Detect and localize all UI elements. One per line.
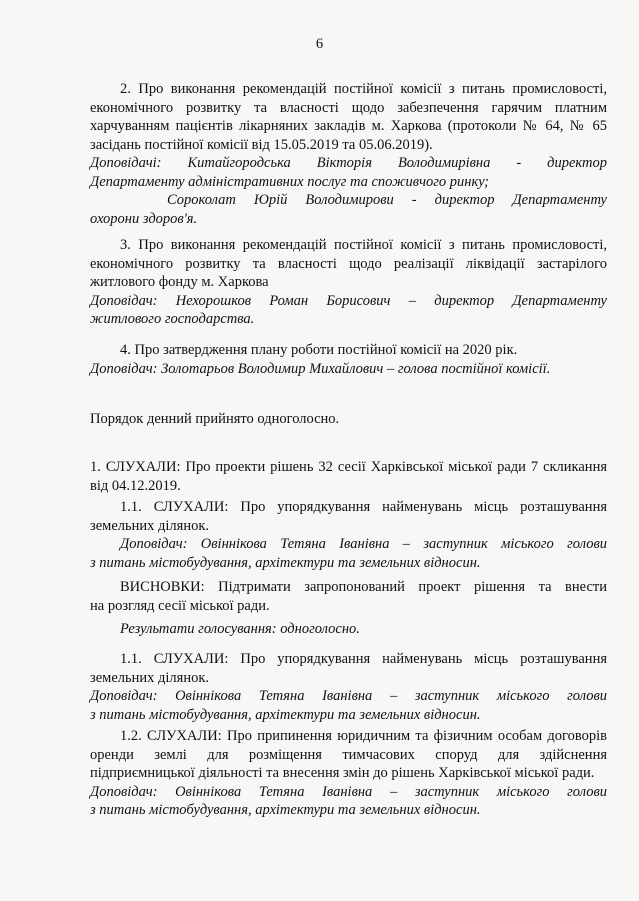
heard-1-1-a-line-2: земельних ділянок. [90,517,210,534]
agenda-item-2-line-3: харчуванням пацієнтів лікарняних закладів м. Харкова (протоколи № 64, № 65 [90,118,607,134]
conclusion-section [90,578,607,615]
heard-1-2-line-2: оренди землі для розміщення тимчасових споруд для здійснення [90,746,607,763]
heard-section-1 [90,458,607,495]
agenda-item-3-speaker: Доповідач: Нехорошков Роман Борисович – директор Департаменту [90,292,607,309]
conclusion-line-1: ВИСНОВКИ: Підтримати запропонований проект рішення та внести [120,579,607,595]
agenda-item-3-line-2: економічного розвитку та власності щодо реалізації ліквідації застарілого [90,255,607,272]
heard-1-1-b-speaker: Доповідач: Овіннікова Тетяна Іванівна – заступник міського голови [90,688,607,704]
conclusion-line-2: на розгляд сесії міської ради. [90,597,270,614]
heard-1-1-a-line-1: 1.1. СЛУХАЛИ: Про упорядкування найменувань місць розташування [120,499,607,515]
agenda-approved-note [90,410,607,429]
page-number: 6 [315,36,324,52]
vote-result-text: Результати голосування: одноголосно. [120,621,360,637]
agenda-item-2-speaker-1: Доповідачі: Китайгородська Вікторія Володимирівна - директор [90,155,607,171]
vote-result [90,620,607,639]
heard-1-2-line-1: 1.2. СЛУХАЛИ: Про припинення юридичним та фізичним особам договорів [120,728,607,744]
heard-1-1-b-line-1: 1.1. СЛУХАЛИ: Про упорядкування найменувань місць розташування [120,651,607,667]
agenda-item-3-line-1: 3. Про виконання рекомендацій постійної комісії з питань промисловості, [120,237,607,253]
agenda-item-4-speaker: Доповідач: Золотарьов Володимир Михайлович – голова постійної комісії. [90,360,551,377]
heard-1-1-a-speaker: Доповідач: Овіннікова Тетяна Іванівна – заступник міського голови [120,536,607,552]
heard-1-2-speaker: Доповідач: Овіннікова Тетяна Іванівна – заступник міського голови [90,783,607,800]
agenda-item-4-line-1: 4. Про затвердження плану роботи постійної комісії на 2020 рік. [120,342,518,358]
agenda-item-2-line-4: засідань постійної комісії від 15.05.2019 та 05.06.2019). [90,136,433,153]
agenda-item-2-speaker-2: Сороколат Юрій Володимирови - директор Департаменту [167,192,607,208]
agenda-item-3 [90,236,607,329]
agenda-item-2-line-1: 2. Про виконання рекомендацій постійної комісії з питань промисловості, [120,81,607,97]
agenda-item-2-speaker-1-cont: Департаменту адміністративних послуг та споживчого ринку; [90,173,489,190]
agenda-item-2 [90,80,607,228]
agenda-item-2-line-2: економічного розвитку та власності щодо забезпечення гарячим платним [90,99,607,116]
heard-1-2-line-3: підприємницької діяльності та внесення змін до рішень Харківської міської ради. [90,765,595,781]
heard-section-1-2 [90,727,607,820]
heard-1-line-1: 1. СЛУХАЛИ: Про проекти рішень 32 сесії Харківської міської ради 7 скликання [90,459,607,475]
heard-1-1-b-line-2: земельних ділянок. [90,669,210,686]
agenda-approved-text: Порядок денний прийнято одноголосно. [90,411,340,427]
agenda-item-2-speaker-2-cont: охорони здоров'я. [90,210,198,227]
heard-section-1-1-a [90,498,607,572]
heard-1-2-speaker-cont: з питань містобудування, архітектури та земельних відносин. [90,802,481,818]
heard-1-1-b-speaker-cont: з питань містобудування, архітектури та земельних відносин. [90,706,481,723]
agenda-item-3-line-3: житлового фонду м. Харкова [90,274,269,290]
agenda-item-3-speaker-cont: житлового господарства. [90,311,255,327]
heard-1-1-a-speaker-cont: з питань містобудування, архітектури та земельних відносин. [90,554,481,571]
heard-1-line-2: від 04.12.2019. [90,477,181,494]
heard-section-1-1-b [90,650,607,724]
agenda-item-4 [90,341,607,378]
